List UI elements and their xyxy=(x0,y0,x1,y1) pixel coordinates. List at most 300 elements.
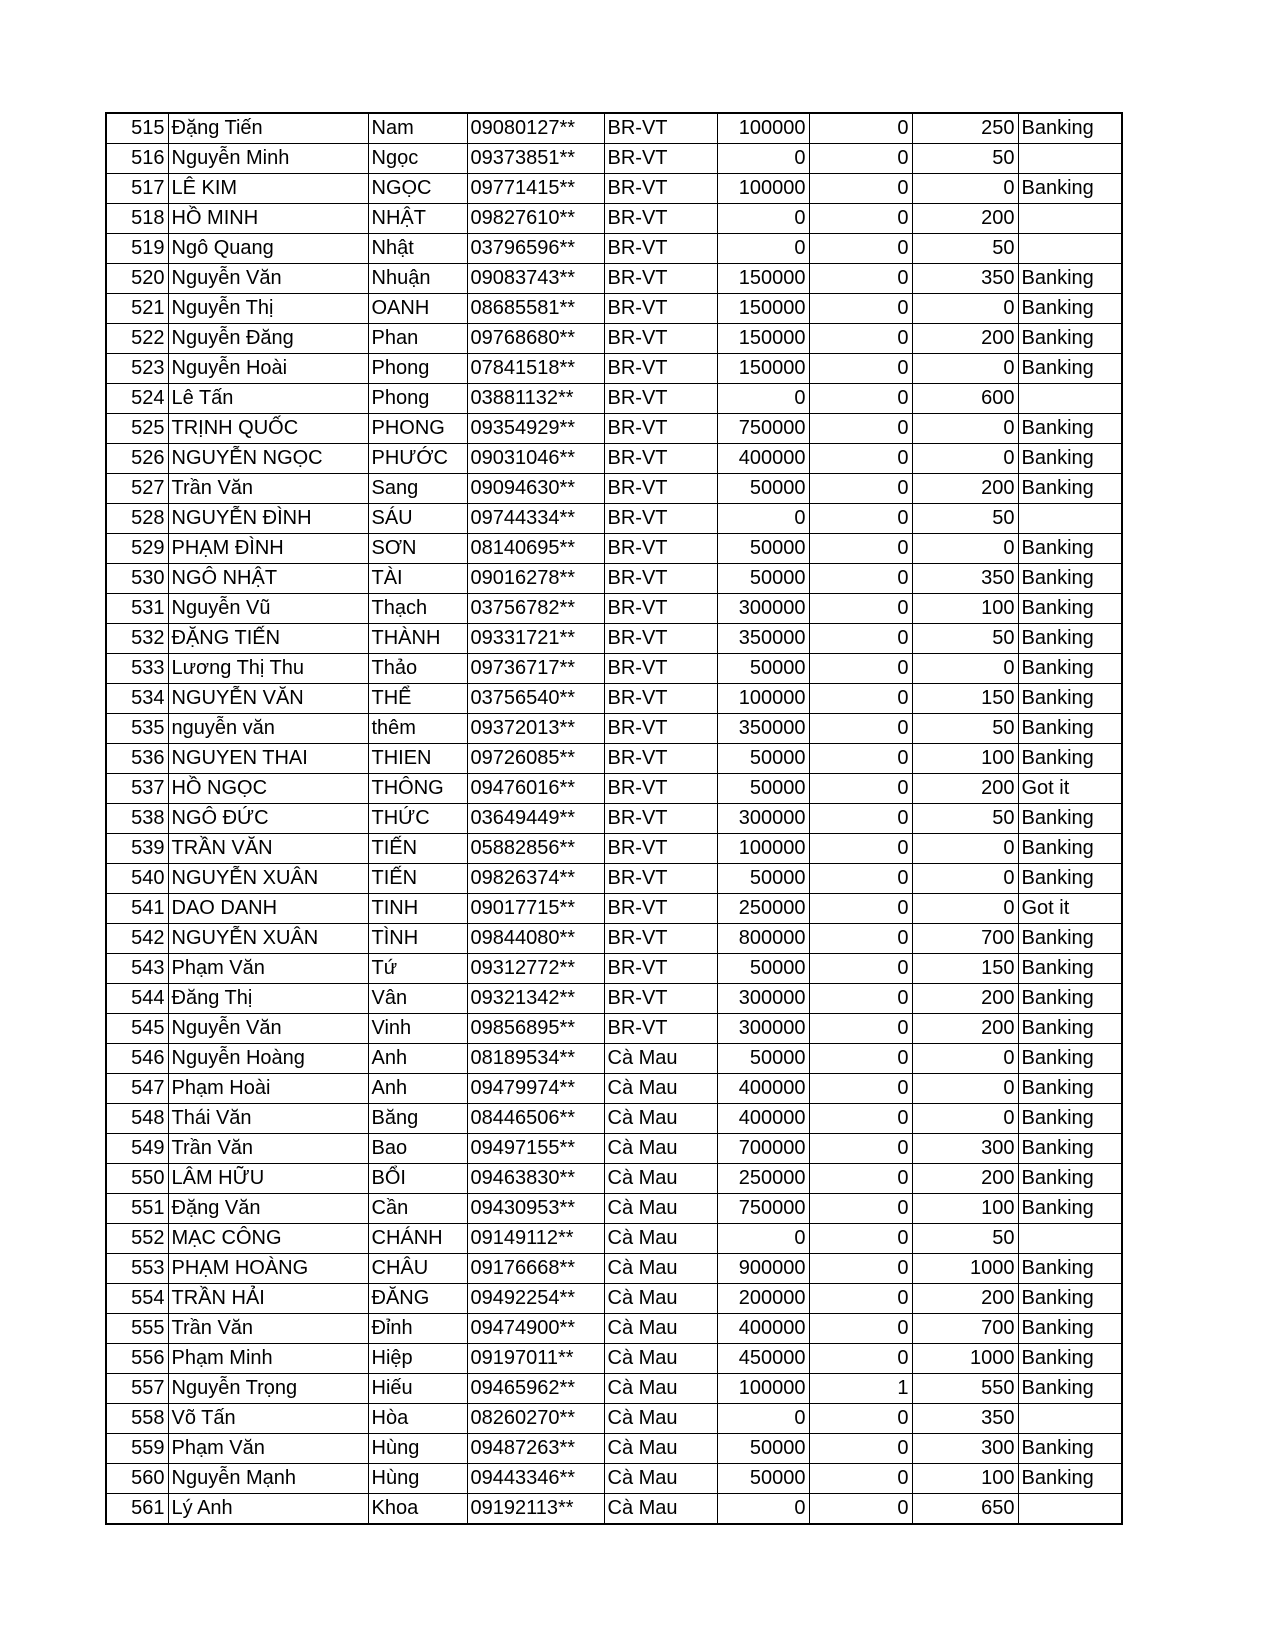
phone-cell: 08685581** xyxy=(467,294,604,324)
method-cell: Banking xyxy=(1018,1164,1122,1194)
points-cell: 650 xyxy=(912,1494,1018,1525)
points-cell: 0 xyxy=(912,294,1018,324)
province-cell: Cà Mau xyxy=(604,1344,717,1374)
table-row xyxy=(106,204,1122,234)
row-number-cell: 543 xyxy=(106,954,168,984)
row-number-cell: 540 xyxy=(106,864,168,894)
points-cell: 100 xyxy=(912,1464,1018,1494)
phone-cell: 09354929** xyxy=(467,414,604,444)
method-cell xyxy=(1018,1404,1122,1434)
row-number-cell: 515 xyxy=(106,113,168,144)
amount-cell: 400000 xyxy=(717,1314,809,1344)
table-row xyxy=(106,474,1122,504)
phone-cell: 09726085** xyxy=(467,744,604,774)
method-cell: Banking xyxy=(1018,264,1122,294)
row-number-cell: 528 xyxy=(106,504,168,534)
amount-cell: 350000 xyxy=(717,624,809,654)
last-name-cell: SÁU xyxy=(368,504,467,534)
flag-cell: 0 xyxy=(809,1434,912,1464)
row-number-cell: 550 xyxy=(106,1164,168,1194)
first-name-cell: Phạm Minh xyxy=(168,1344,368,1374)
method-cell: Banking xyxy=(1018,1374,1122,1404)
first-name-cell: Nguyễn Mạnh xyxy=(168,1464,368,1494)
method-cell: Banking xyxy=(1018,984,1122,1014)
phone-cell: 09372013** xyxy=(467,714,604,744)
province-cell: BR-VT xyxy=(604,984,717,1014)
row-number-cell: 555 xyxy=(106,1314,168,1344)
phone-cell: 09476016** xyxy=(467,774,604,804)
last-name-cell: Anh xyxy=(368,1044,467,1074)
province-cell: Cà Mau xyxy=(604,1254,717,1284)
last-name-cell: Bao xyxy=(368,1134,467,1164)
points-cell: 200 xyxy=(912,1284,1018,1314)
province-cell: BR-VT xyxy=(604,354,717,384)
province-cell: Cà Mau xyxy=(604,1074,717,1104)
row-number-cell: 525 xyxy=(106,414,168,444)
table-row xyxy=(106,624,1122,654)
points-cell: 200 xyxy=(912,984,1018,1014)
table-row xyxy=(106,714,1122,744)
first-name-cell: Nguyễn Văn xyxy=(168,264,368,294)
last-name-cell: Đỉnh xyxy=(368,1314,467,1344)
row-number-cell: 523 xyxy=(106,354,168,384)
table-row xyxy=(106,804,1122,834)
phone-cell: 03756540** xyxy=(467,684,604,714)
last-name-cell: Thạch xyxy=(368,594,467,624)
phone-cell: 03649449** xyxy=(467,804,604,834)
table-row xyxy=(106,1074,1122,1104)
points-cell: 150 xyxy=(912,684,1018,714)
amount-cell: 150000 xyxy=(717,354,809,384)
points-cell: 200 xyxy=(912,1164,1018,1194)
phone-cell: 08189534** xyxy=(467,1044,604,1074)
flag-cell: 0 xyxy=(809,144,912,174)
table-row xyxy=(106,1434,1122,1464)
points-cell: 250 xyxy=(912,113,1018,144)
points-cell: 0 xyxy=(912,354,1018,384)
flag-cell: 0 xyxy=(809,714,912,744)
amount-cell: 450000 xyxy=(717,1344,809,1374)
row-number-cell: 530 xyxy=(106,564,168,594)
last-name-cell: Cần xyxy=(368,1194,467,1224)
last-name-cell: BỔI xyxy=(368,1164,467,1194)
points-cell: 50 xyxy=(912,714,1018,744)
amount-cell: 50000 xyxy=(717,864,809,894)
points-cell: 700 xyxy=(912,924,1018,954)
row-number-cell: 559 xyxy=(106,1434,168,1464)
method-cell: Banking xyxy=(1018,1434,1122,1464)
amount-cell: 100000 xyxy=(717,174,809,204)
phone-cell: 09080127** xyxy=(467,113,604,144)
first-name-cell: TRẦN VĂN xyxy=(168,834,368,864)
amount-cell: 100000 xyxy=(717,1374,809,1404)
last-name-cell: SƠN xyxy=(368,534,467,564)
flag-cell: 0 xyxy=(809,474,912,504)
flag-cell: 0 xyxy=(809,1104,912,1134)
phone-cell: 09771415** xyxy=(467,174,604,204)
last-name-cell: Ngọc xyxy=(368,144,467,174)
phone-cell: 09321342** xyxy=(467,984,604,1014)
method-cell xyxy=(1018,384,1122,414)
table-row xyxy=(106,1164,1122,1194)
points-cell: 1000 xyxy=(912,1254,1018,1284)
last-name-cell: THÀNH xyxy=(368,624,467,654)
amount-cell: 100000 xyxy=(717,113,809,144)
phone-cell: 09465962** xyxy=(467,1374,604,1404)
phone-cell: 09744334** xyxy=(467,504,604,534)
phone-cell: 09844080** xyxy=(467,924,604,954)
amount-cell: 100000 xyxy=(717,834,809,864)
first-name-cell: nguyễn văn xyxy=(168,714,368,744)
first-name-cell: NGUYỄN VĂN xyxy=(168,684,368,714)
last-name-cell: Anh xyxy=(368,1074,467,1104)
row-number-cell: 549 xyxy=(106,1134,168,1164)
table-row xyxy=(106,294,1122,324)
row-number-cell: 524 xyxy=(106,384,168,414)
province-cell: BR-VT xyxy=(604,924,717,954)
method-cell xyxy=(1018,1494,1122,1525)
flag-cell: 0 xyxy=(809,1344,912,1374)
last-name-cell: Nam xyxy=(368,113,467,144)
method-cell: Banking xyxy=(1018,684,1122,714)
method-cell: Banking xyxy=(1018,594,1122,624)
amount-cell: 0 xyxy=(717,1494,809,1525)
amount-cell: 50000 xyxy=(717,774,809,804)
first-name-cell: Nguyễn Vũ xyxy=(168,594,368,624)
last-name-cell: Sang xyxy=(368,474,467,504)
method-cell: Banking xyxy=(1018,414,1122,444)
points-cell: 100 xyxy=(912,744,1018,774)
province-cell: BR-VT xyxy=(604,174,717,204)
table-row xyxy=(106,144,1122,174)
method-cell: Banking xyxy=(1018,714,1122,744)
flag-cell: 0 xyxy=(809,264,912,294)
flag-cell: 0 xyxy=(809,1494,912,1525)
table-row xyxy=(106,654,1122,684)
first-name-cell: TRỊNH QUỐC xyxy=(168,414,368,444)
flag-cell: 0 xyxy=(809,624,912,654)
method-cell: Got it xyxy=(1018,774,1122,804)
table-row xyxy=(106,264,1122,294)
amount-cell: 800000 xyxy=(717,924,809,954)
amount-cell: 50000 xyxy=(717,1434,809,1464)
table-row xyxy=(106,1134,1122,1164)
points-cell: 0 xyxy=(912,534,1018,564)
last-name-cell: TÌNH xyxy=(368,924,467,954)
last-name-cell: Nhuận xyxy=(368,264,467,294)
row-number-cell: 522 xyxy=(106,324,168,354)
province-cell: Cà Mau xyxy=(604,1374,717,1404)
amount-cell: 300000 xyxy=(717,1014,809,1044)
first-name-cell: TRẦN HẢI xyxy=(168,1284,368,1314)
table-row xyxy=(106,954,1122,984)
table-row xyxy=(106,324,1122,354)
table-row xyxy=(106,1104,1122,1134)
first-name-cell: NGUYỄN ĐÌNH xyxy=(168,504,368,534)
method-cell xyxy=(1018,1224,1122,1254)
method-cell: Banking xyxy=(1018,324,1122,354)
row-number-cell: 533 xyxy=(106,654,168,684)
amount-cell: 100000 xyxy=(717,684,809,714)
flag-cell: 0 xyxy=(809,1044,912,1074)
last-name-cell: NGỌC xyxy=(368,174,467,204)
last-name-cell: THỂ xyxy=(368,684,467,714)
amount-cell: 50000 xyxy=(717,1464,809,1494)
method-cell: Got it xyxy=(1018,894,1122,924)
amount-cell: 50000 xyxy=(717,564,809,594)
table-row xyxy=(106,1344,1122,1374)
points-cell: 0 xyxy=(912,1104,1018,1134)
method-cell xyxy=(1018,144,1122,174)
last-name-cell: NHẬT xyxy=(368,204,467,234)
table-row xyxy=(106,834,1122,864)
phone-cell: 09474900** xyxy=(467,1314,604,1344)
phone-cell: 03881132** xyxy=(467,384,604,414)
table-body xyxy=(106,113,1122,1524)
last-name-cell: Hùng xyxy=(368,1434,467,1464)
flag-cell: 0 xyxy=(809,1194,912,1224)
province-cell: BR-VT xyxy=(604,834,717,864)
method-cell: Banking xyxy=(1018,474,1122,504)
last-name-cell: PHƯỚC xyxy=(368,444,467,474)
first-name-cell: MẠC CÔNG xyxy=(168,1224,368,1254)
phone-cell: 09826374** xyxy=(467,864,604,894)
points-cell: 100 xyxy=(912,594,1018,624)
points-cell: 350 xyxy=(912,264,1018,294)
points-cell: 200 xyxy=(912,774,1018,804)
table-row xyxy=(106,1404,1122,1434)
method-cell: Banking xyxy=(1018,1044,1122,1074)
row-number-cell: 561 xyxy=(106,1494,168,1525)
amount-cell: 750000 xyxy=(717,414,809,444)
province-cell: Cà Mau xyxy=(604,1224,717,1254)
first-name-cell: Nguyễn Minh xyxy=(168,144,368,174)
flag-cell: 0 xyxy=(809,954,912,984)
row-number-cell: 548 xyxy=(106,1104,168,1134)
province-cell: BR-VT xyxy=(604,504,717,534)
flag-cell: 0 xyxy=(809,1134,912,1164)
province-cell: BR-VT xyxy=(604,144,717,174)
last-name-cell: Phan xyxy=(368,324,467,354)
row-number-cell: 535 xyxy=(106,714,168,744)
last-name-cell: Hiếu xyxy=(368,1374,467,1404)
points-cell: 0 xyxy=(912,1074,1018,1104)
method-cell: Banking xyxy=(1018,1134,1122,1164)
amount-cell: 750000 xyxy=(717,1194,809,1224)
first-name-cell: PHẠM HOÀNG xyxy=(168,1254,368,1284)
amount-cell: 400000 xyxy=(717,1074,809,1104)
phone-cell: 09497155** xyxy=(467,1134,604,1164)
table-row xyxy=(106,1014,1122,1044)
flag-cell: 1 xyxy=(809,1374,912,1404)
points-cell: 0 xyxy=(912,654,1018,684)
phone-cell: 09492254** xyxy=(467,1284,604,1314)
points-cell: 0 xyxy=(912,174,1018,204)
phone-cell: 05882856** xyxy=(467,834,604,864)
flag-cell: 0 xyxy=(809,834,912,864)
province-cell: BR-VT xyxy=(604,654,717,684)
first-name-cell: Nguyễn Hoài xyxy=(168,354,368,384)
row-number-cell: 532 xyxy=(106,624,168,654)
table-row xyxy=(106,1494,1122,1525)
row-number-cell: 560 xyxy=(106,1464,168,1494)
amount-cell: 250000 xyxy=(717,894,809,924)
row-number-cell: 521 xyxy=(106,294,168,324)
amount-cell: 250000 xyxy=(717,1164,809,1194)
flag-cell: 0 xyxy=(809,1074,912,1104)
last-name-cell: thêm xyxy=(368,714,467,744)
method-cell: Banking xyxy=(1018,1254,1122,1284)
method-cell: Banking xyxy=(1018,804,1122,834)
row-number-cell: 557 xyxy=(106,1374,168,1404)
row-number-cell: 546 xyxy=(106,1044,168,1074)
province-cell: BR-VT xyxy=(604,744,717,774)
method-cell: Banking xyxy=(1018,834,1122,864)
table-row xyxy=(106,1254,1122,1284)
table-row xyxy=(106,1314,1122,1344)
row-number-cell: 534 xyxy=(106,684,168,714)
data-table xyxy=(105,112,1123,1525)
row-number-cell: 536 xyxy=(106,744,168,774)
points-cell: 50 xyxy=(912,624,1018,654)
last-name-cell: THÔNG xyxy=(368,774,467,804)
table-row xyxy=(106,174,1122,204)
method-cell: Banking xyxy=(1018,1464,1122,1494)
first-name-cell: Võ Tấn xyxy=(168,1404,368,1434)
phone-cell: 09373851** xyxy=(467,144,604,174)
flag-cell: 0 xyxy=(809,444,912,474)
phone-cell: 09176668** xyxy=(467,1254,604,1284)
province-cell: BR-VT xyxy=(604,264,717,294)
province-cell: BR-VT xyxy=(604,564,717,594)
last-name-cell: Phong xyxy=(368,384,467,414)
first-name-cell: Đặng Văn xyxy=(168,1194,368,1224)
last-name-cell: Vinh xyxy=(368,1014,467,1044)
amount-cell: 0 xyxy=(717,1224,809,1254)
amount-cell: 0 xyxy=(717,1404,809,1434)
row-number-cell: 527 xyxy=(106,474,168,504)
amount-cell: 0 xyxy=(717,234,809,264)
first-name-cell: ĐẶNG TIẾN xyxy=(168,624,368,654)
first-name-cell: Ngô Quang xyxy=(168,234,368,264)
flag-cell: 0 xyxy=(809,864,912,894)
flag-cell: 0 xyxy=(809,294,912,324)
table-row xyxy=(106,924,1122,954)
last-name-cell: TÀI xyxy=(368,564,467,594)
amount-cell: 50000 xyxy=(717,1044,809,1074)
amount-cell: 50000 xyxy=(717,744,809,774)
table-row xyxy=(106,594,1122,624)
row-number-cell: 529 xyxy=(106,534,168,564)
amount-cell: 50000 xyxy=(717,474,809,504)
row-number-cell: 556 xyxy=(106,1344,168,1374)
first-name-cell: DAO DANH xyxy=(168,894,368,924)
flag-cell: 0 xyxy=(809,1254,912,1284)
first-name-cell: Lương Thị Thu xyxy=(168,654,368,684)
row-number-cell: 553 xyxy=(106,1254,168,1284)
phone-cell: 09192113** xyxy=(467,1494,604,1525)
first-name-cell: Trần Văn xyxy=(168,474,368,504)
table-row xyxy=(106,744,1122,774)
points-cell: 50 xyxy=(912,804,1018,834)
province-cell: BR-VT xyxy=(604,534,717,564)
points-cell: 100 xyxy=(912,1194,1018,1224)
flag-cell: 0 xyxy=(809,504,912,534)
province-cell: Cà Mau xyxy=(604,1434,717,1464)
flag-cell: 0 xyxy=(809,414,912,444)
method-cell: Banking xyxy=(1018,534,1122,564)
phone-cell: 09479974** xyxy=(467,1074,604,1104)
province-cell: BR-VT xyxy=(604,324,717,354)
table-row xyxy=(106,864,1122,894)
phone-cell: 07841518** xyxy=(467,354,604,384)
table-row xyxy=(106,444,1122,474)
last-name-cell: ĐĂNG xyxy=(368,1284,467,1314)
phone-cell: 09443346** xyxy=(467,1464,604,1494)
phone-cell: 03756782** xyxy=(467,594,604,624)
method-cell: Banking xyxy=(1018,564,1122,594)
last-name-cell: TIẾN xyxy=(368,834,467,864)
phone-cell: 09312772** xyxy=(467,954,604,984)
row-number-cell: 552 xyxy=(106,1224,168,1254)
table-row xyxy=(106,774,1122,804)
points-cell: 0 xyxy=(912,444,1018,474)
flag-cell: 0 xyxy=(809,534,912,564)
points-cell: 200 xyxy=(912,474,1018,504)
points-cell: 0 xyxy=(912,1044,1018,1074)
last-name-cell: CHÂU xyxy=(368,1254,467,1284)
amount-cell: 50000 xyxy=(717,534,809,564)
flag-cell: 0 xyxy=(809,1224,912,1254)
phone-cell: 09430953** xyxy=(467,1194,604,1224)
phone-cell: 09083743** xyxy=(467,264,604,294)
first-name-cell: Lý Anh xyxy=(168,1494,368,1525)
flag-cell: 0 xyxy=(809,113,912,144)
row-number-cell: 542 xyxy=(106,924,168,954)
method-cell: Banking xyxy=(1018,1014,1122,1044)
table-row xyxy=(106,1194,1122,1224)
table-row xyxy=(106,1284,1122,1314)
first-name-cell: Nguyễn Trọng xyxy=(168,1374,368,1404)
first-name-cell: NGÔ NHẬT xyxy=(168,564,368,594)
row-number-cell: 518 xyxy=(106,204,168,234)
table-row xyxy=(106,984,1122,1014)
method-cell: Banking xyxy=(1018,624,1122,654)
flag-cell: 0 xyxy=(809,1284,912,1314)
amount-cell: 700000 xyxy=(717,1134,809,1164)
province-cell: Cà Mau xyxy=(604,1164,717,1194)
phone-cell: 09331721** xyxy=(467,624,604,654)
row-number-cell: 554 xyxy=(106,1284,168,1314)
points-cell: 200 xyxy=(912,1014,1018,1044)
flag-cell: 0 xyxy=(809,384,912,414)
amount-cell: 300000 xyxy=(717,984,809,1014)
phone-cell: 09827610** xyxy=(467,204,604,234)
points-cell: 700 xyxy=(912,1314,1018,1344)
method-cell: Banking xyxy=(1018,1194,1122,1224)
phone-cell: 09768680** xyxy=(467,324,604,354)
first-name-cell: Đặng Tiến xyxy=(168,113,368,144)
row-number-cell: 558 xyxy=(106,1404,168,1434)
province-cell: Cà Mau xyxy=(604,1284,717,1314)
points-cell: 350 xyxy=(912,1404,1018,1434)
first-name-cell: LÊ KIM xyxy=(168,174,368,204)
flag-cell: 0 xyxy=(809,804,912,834)
points-cell: 200 xyxy=(912,324,1018,354)
points-cell: 0 xyxy=(912,414,1018,444)
table-row xyxy=(106,1374,1122,1404)
first-name-cell: Nguyễn Thị xyxy=(168,294,368,324)
